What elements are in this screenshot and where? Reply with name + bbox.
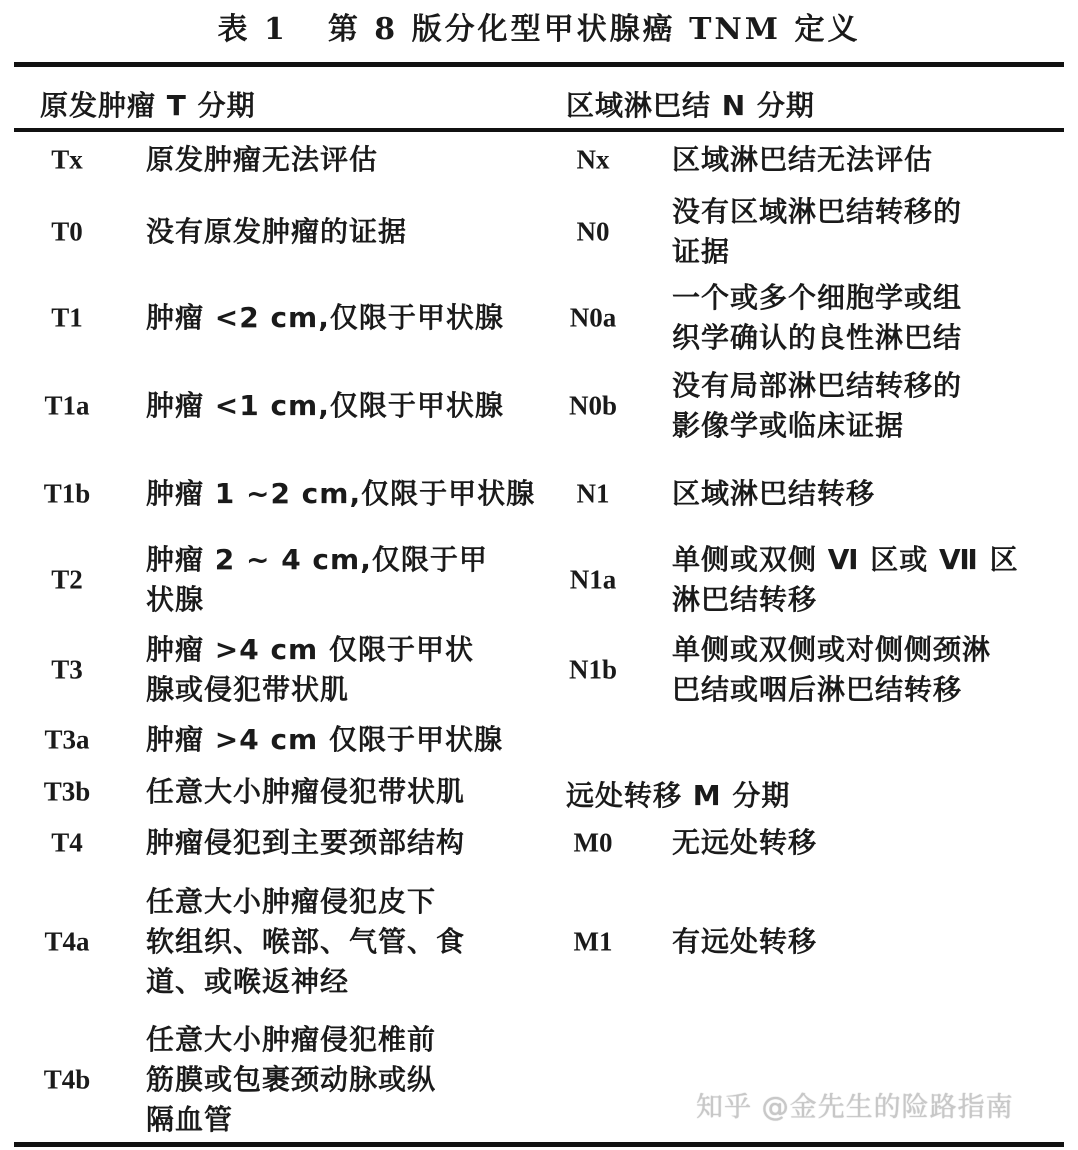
stage-code: T4b	[43, 1064, 91, 1095]
stage-code: N1b	[568, 654, 617, 685]
stage-description: 区域淋巴结无法评估	[672, 143, 934, 176]
stage-description: 肿瘤 <2 cm,仅限于甲状腺	[146, 301, 504, 334]
stage-description: 肿瘤 <1 cm,仅限于甲状腺	[146, 389, 504, 422]
stage-code: Tx	[51, 144, 83, 175]
header-n-stage: 区域淋巴结 N 分期	[566, 89, 815, 122]
stage-code: T4a	[44, 926, 90, 957]
stage-description: 原发肿瘤无法评估	[146, 143, 379, 176]
stage-description: 区域淋巴结转移	[672, 477, 876, 510]
stage-code: T2	[51, 564, 83, 595]
stage-description: 肿瘤 >4 cm 仅限于甲状腺	[146, 723, 503, 756]
table-number: 表 1	[217, 12, 288, 47]
stage-code: Nx	[576, 144, 610, 175]
stage-description: 肿瘤 2 ~ 4 cm,仅限于甲 状腺	[146, 543, 488, 616]
header-m-stage: 远处转移 M 分期	[566, 779, 791, 812]
stage-code: T1	[51, 302, 83, 333]
stage-code: N0	[576, 216, 610, 247]
stage-code: M0	[573, 827, 613, 858]
stage-description: 一个或多个细胞学或组 织学确认的良性淋巴结	[672, 281, 963, 354]
table-caption: 第 8 版分化型甲状腺癌 TNM 定义	[327, 12, 861, 47]
watermark: 知乎 @金先生的险路指南	[696, 1092, 1014, 1123]
stage-code: N1a	[569, 564, 617, 595]
stage-description: 单侧或双侧 Ⅵ 区或 Ⅶ 区 淋巴结转移	[672, 543, 1019, 616]
bottom-rule	[14, 1142, 1064, 1147]
stage-code: T1a	[44, 390, 90, 421]
top-rule	[14, 62, 1064, 67]
stage-code: T3b	[43, 776, 91, 807]
stage-description: 肿瘤侵犯到主要颈部结构	[146, 826, 466, 859]
header-rule	[14, 128, 1064, 132]
stage-code: T3a	[44, 724, 90, 755]
stage-code: T4	[51, 827, 83, 858]
header-t-stage: 原发肿瘤 T 分期	[40, 89, 256, 122]
table-title	[0, 4, 1078, 48]
stage-description: 没有区域淋巴结转移的 证据	[672, 195, 963, 268]
stage-description: 没有原发肿瘤的证据	[146, 215, 408, 248]
stage-description: 任意大小肿瘤侵犯椎前 筋膜或包裹颈动脉或纵 隔血管	[146, 1023, 437, 1136]
stage-code: T0	[51, 216, 83, 247]
stage-description: 无远处转移	[672, 826, 818, 859]
stage-description: 肿瘤 >4 cm 仅限于甲状 腺或侵犯带状肌	[146, 633, 474, 706]
stage-description: 任意大小肿瘤侵犯带状肌	[146, 775, 466, 808]
stage-code: N1	[576, 478, 610, 509]
stage-description: 没有局部淋巴结转移的 影像学或临床证据	[672, 369, 963, 442]
stage-code: M1	[573, 926, 613, 957]
stage-description: 有远处转移	[672, 925, 818, 958]
stage-description: 单侧或双侧或对侧侧颈淋 巴结或咽后淋巴结转移	[672, 633, 992, 706]
stage-description: 任意大小肿瘤侵犯皮下 软组织、喉部、气管、食 道、或喉返神经	[146, 885, 466, 998]
stage-code: T3	[51, 654, 83, 685]
stage-code: N0a	[569, 302, 617, 333]
stage-code: N0b	[568, 390, 617, 421]
stage-description: 肿瘤 1 ~2 cm,仅限于甲状腺	[146, 477, 536, 510]
stage-code: T1b	[43, 478, 91, 509]
